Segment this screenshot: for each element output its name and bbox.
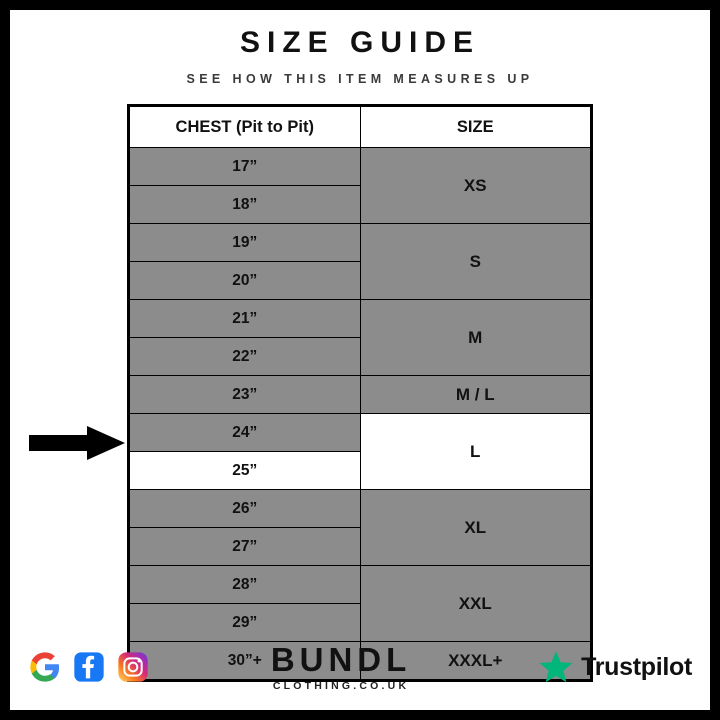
chest-value: 18” <box>129 186 361 224</box>
size-guide-card <box>10 10 710 710</box>
size-table-container <box>127 104 593 682</box>
chest-value: 19” <box>129 224 361 262</box>
trustpilot-logo[interactable] <box>538 649 692 685</box>
chest-value: 23” <box>129 376 361 414</box>
size-value: M <box>360 300 592 376</box>
column-header-size: SIZE <box>360 106 592 148</box>
chest-value: 22” <box>129 338 361 376</box>
chest-value: 26” <box>129 490 361 528</box>
size-value: XL <box>360 490 592 566</box>
chest-value: 30”+ <box>129 642 361 681</box>
table-row[interactable] <box>129 566 592 604</box>
table-row-selected[interactable] <box>129 414 592 452</box>
table-row[interactable] <box>129 490 592 528</box>
table-row[interactable] <box>129 300 592 338</box>
size-value-selected: L <box>360 414 592 490</box>
trustpilot-label: Trustpilot <box>581 652 692 681</box>
trustpilot-star-icon <box>538 649 574 685</box>
selected-row-arrow-icon <box>29 426 125 460</box>
instagram-icon[interactable] <box>116 650 150 684</box>
chest-value: 17” <box>129 148 361 186</box>
chest-value: 27” <box>129 528 361 566</box>
chest-value: 29” <box>129 604 361 642</box>
size-value: M / L <box>360 376 592 414</box>
brand-name: BUNDL <box>270 640 412 678</box>
chest-value: 24” <box>129 414 361 452</box>
size-value: XXL <box>360 566 592 642</box>
chest-value: 20” <box>129 262 361 300</box>
table-row[interactable] <box>129 376 592 414</box>
size-value: S <box>360 224 592 300</box>
table-header-row <box>129 106 592 148</box>
table-row[interactable] <box>129 224 592 262</box>
column-header-chest: CHEST (Pit to Pit) <box>129 106 361 148</box>
table-row[interactable] <box>129 148 592 186</box>
social-links <box>28 650 150 684</box>
size-value: XS <box>360 148 592 224</box>
chest-value: 28” <box>129 566 361 604</box>
facebook-icon[interactable] <box>72 650 106 684</box>
page-title: SIZE GUIDE <box>239 26 481 59</box>
chest-value: 21” <box>129 300 361 338</box>
page-subtitle: SEE HOW THIS ITEM MEASURES UP <box>186 72 534 86</box>
brand-logo <box>270 640 412 692</box>
google-icon[interactable] <box>28 650 62 684</box>
size-value: XXXL+ <box>360 642 592 681</box>
brand-website: CLOTHING.CO.UK <box>272 679 410 692</box>
chest-value-selected: 25” <box>129 452 361 490</box>
footer <box>10 638 710 696</box>
size-table <box>127 104 593 682</box>
